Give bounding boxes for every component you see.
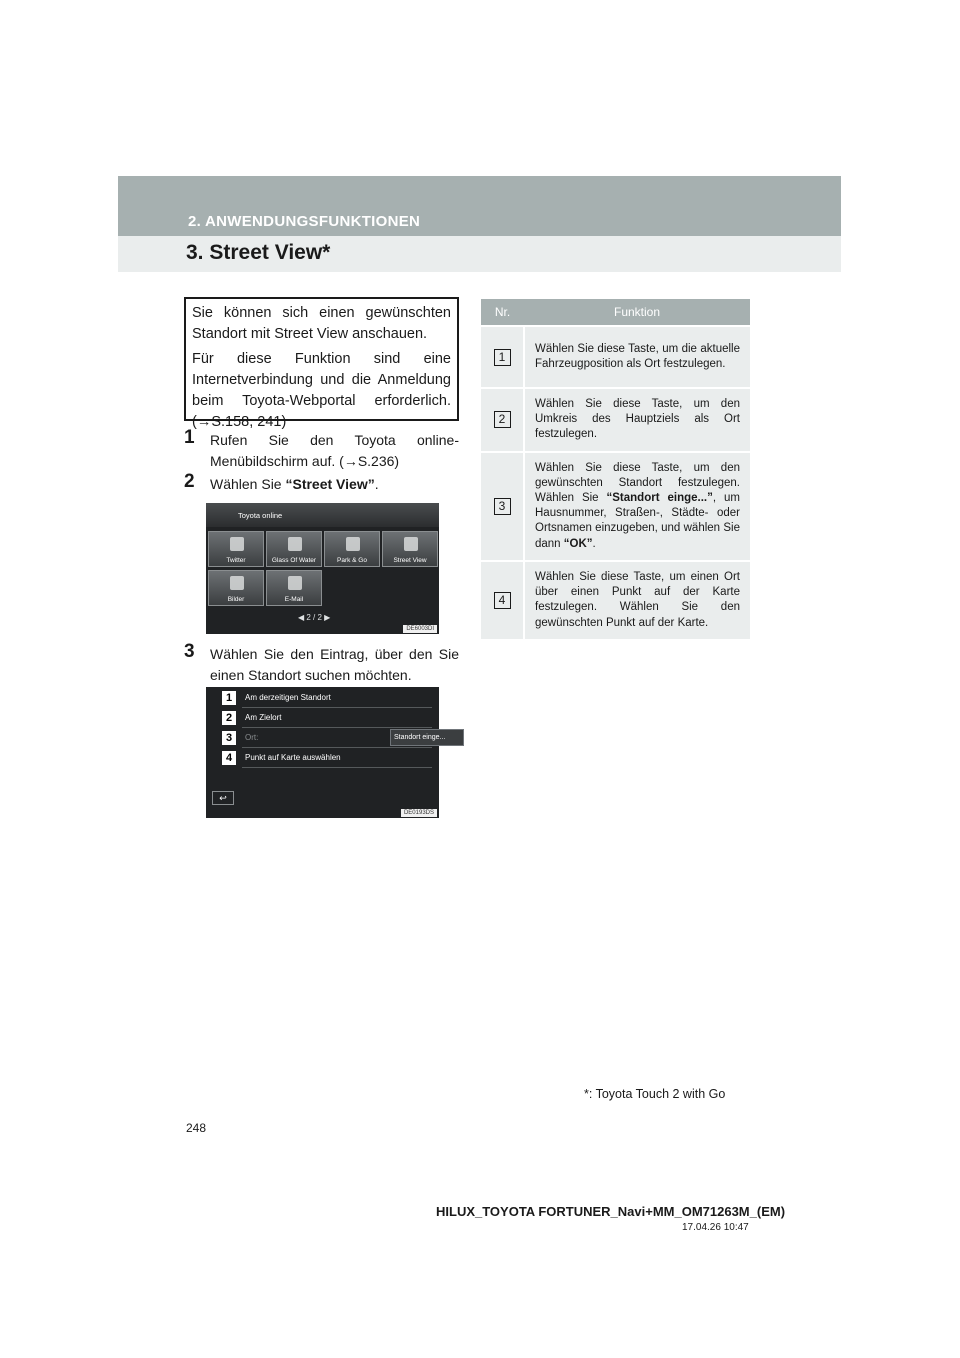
table-cell-text bbox=[524, 452, 750, 561]
location-input-button[interactable]: Standort einge... bbox=[390, 729, 464, 746]
row-number-3: 3 bbox=[222, 731, 236, 745]
intro-box bbox=[184, 297, 459, 430]
image-code: DE0193DS bbox=[401, 809, 437, 817]
column-header-funktion: Funktion bbox=[524, 299, 750, 326]
option-label: Am derzeitigen Standort bbox=[245, 693, 331, 702]
step-text bbox=[184, 474, 459, 495]
table-row bbox=[481, 452, 750, 561]
pictures-icon bbox=[230, 576, 244, 590]
footnote: *: Toyota Touch 2 with Go bbox=[584, 1087, 726, 1101]
intro-paragraph-1: Sie können sich einen gewünschten Standort mit Street View anschauen. bbox=[192, 305, 451, 342]
glass-icon bbox=[288, 537, 302, 551]
section-label: 2. ANWENDUNGSFUNKTIONEN bbox=[188, 213, 421, 230]
park-icon bbox=[346, 537, 360, 551]
document-timestamp: 17.04.26 10:47 bbox=[682, 1222, 749, 1233]
screenshot-toyota-online-menu bbox=[206, 503, 439, 634]
tile-label: Bilder bbox=[227, 596, 245, 603]
page-indicator[interactable]: ◀ 2 / 2 ▶ bbox=[298, 613, 331, 622]
cell-keyword: “OK” bbox=[563, 537, 593, 550]
step-number: 2 bbox=[184, 471, 195, 492]
table-cell-text: Wählen Sie diese Taste, um einen Ort über einen Punkt auf der Karte festzulegen. Wählen Sie den gewünschten Punkt auf der Karte. bbox=[524, 561, 750, 639]
table-cell-nr bbox=[481, 326, 524, 388]
step-2 bbox=[184, 471, 459, 495]
table-header-row bbox=[481, 299, 750, 326]
table-row bbox=[481, 326, 750, 388]
mail-icon bbox=[288, 576, 302, 590]
table-cell-nr bbox=[481, 388, 524, 452]
step-text: Wählen Sie den Eintrag, über den Sie einen Standort suchen möchten. bbox=[210, 646, 459, 683]
screenshot-street-view-options bbox=[206, 687, 446, 818]
number-badge: 4 bbox=[494, 592, 511, 609]
option-current-location[interactable] bbox=[242, 689, 432, 708]
tile-street-view[interactable] bbox=[382, 531, 438, 567]
option-label: Ort: bbox=[245, 733, 259, 742]
option-label: Punkt auf Karte auswählen bbox=[245, 753, 341, 762]
column-header-nr: Nr. bbox=[481, 299, 524, 326]
number-badge: 2 bbox=[494, 411, 511, 428]
tile-label: Park & Go bbox=[337, 557, 367, 564]
cell-text-part: . bbox=[592, 537, 596, 550]
cell-text-part: , um Hausnummer, Straßen-, Städte- oder Ortsnamen einzugeben, und wählen Sie dann bbox=[535, 492, 740, 550]
screen-title: Toyota online bbox=[238, 511, 283, 520]
table-row bbox=[481, 388, 750, 452]
step-text: Rufen Sie den Toyota online-Menübildschirm auf. (→S.236) bbox=[210, 432, 459, 469]
option-select-on-map[interactable] bbox=[242, 749, 432, 768]
row-number-4: 4 bbox=[222, 751, 236, 765]
tile-twitter[interactable] bbox=[208, 531, 264, 567]
row-number-1: 1 bbox=[222, 691, 236, 705]
option-label: Am Zielort bbox=[245, 713, 282, 722]
tile-label: E-Mail bbox=[284, 596, 304, 603]
option-destination[interactable] bbox=[242, 709, 432, 728]
tile-glass-of-water[interactable] bbox=[266, 531, 322, 567]
document-id: HILUX_TOYOTA FORTUNER_Navi+MM_OM71263M_(EM) bbox=[436, 1204, 786, 1219]
tile-label: Glass Of Water bbox=[271, 557, 317, 564]
tile-park-and-go[interactable] bbox=[324, 531, 380, 567]
page-title: 3. Street View* bbox=[186, 241, 331, 264]
number-badge: 3 bbox=[494, 498, 511, 515]
option-location-input bbox=[242, 729, 446, 748]
back-icon[interactable]: ↩ bbox=[212, 791, 234, 805]
tile-label: Twitter bbox=[226, 557, 246, 564]
row-number-2: 2 bbox=[222, 711, 236, 725]
step-number: 1 bbox=[184, 427, 195, 448]
step-text-part: . bbox=[374, 476, 379, 492]
table-cell-text: Wählen Sie diese Taste, um den Umkreis des Hauptziels als Ort festzulegen. bbox=[524, 388, 750, 452]
tile-email[interactable] bbox=[266, 570, 322, 606]
step-1 bbox=[184, 427, 459, 472]
street-view-icon bbox=[404, 537, 418, 551]
twitter-icon bbox=[230, 537, 244, 551]
table-cell-nr bbox=[481, 452, 524, 561]
table-cell-nr bbox=[481, 561, 524, 639]
step-number: 3 bbox=[184, 641, 195, 662]
image-code: DE6003DI bbox=[403, 625, 437, 633]
tile-label: Street View bbox=[393, 557, 427, 564]
page-number: 248 bbox=[186, 1121, 207, 1135]
table-row bbox=[481, 561, 750, 639]
step-3 bbox=[184, 641, 459, 686]
step-keyword: “Street View” bbox=[285, 476, 375, 492]
tile-bilder[interactable] bbox=[208, 570, 264, 606]
step-text-part: Wählen Sie bbox=[210, 476, 286, 492]
cell-keyword: “Standort einge...” bbox=[606, 492, 713, 505]
function-table bbox=[481, 299, 750, 639]
intro-paragraph-2: Für diese Funktion sind eine Internetverbindung und die Anmeldung beim Toyota-Webportal erforderlich. (→S.158, 241) bbox=[192, 351, 451, 430]
table-cell-text: Wählen Sie diese Taste, um die aktuelle Fahrzeugposition als Ort festzulegen. bbox=[524, 326, 750, 388]
cell-text-part: Wählen Sie diese Taste, um den gewünschten Standort festzulegen. Wählen Sie bbox=[535, 461, 740, 505]
number-badge: 1 bbox=[494, 349, 511, 366]
